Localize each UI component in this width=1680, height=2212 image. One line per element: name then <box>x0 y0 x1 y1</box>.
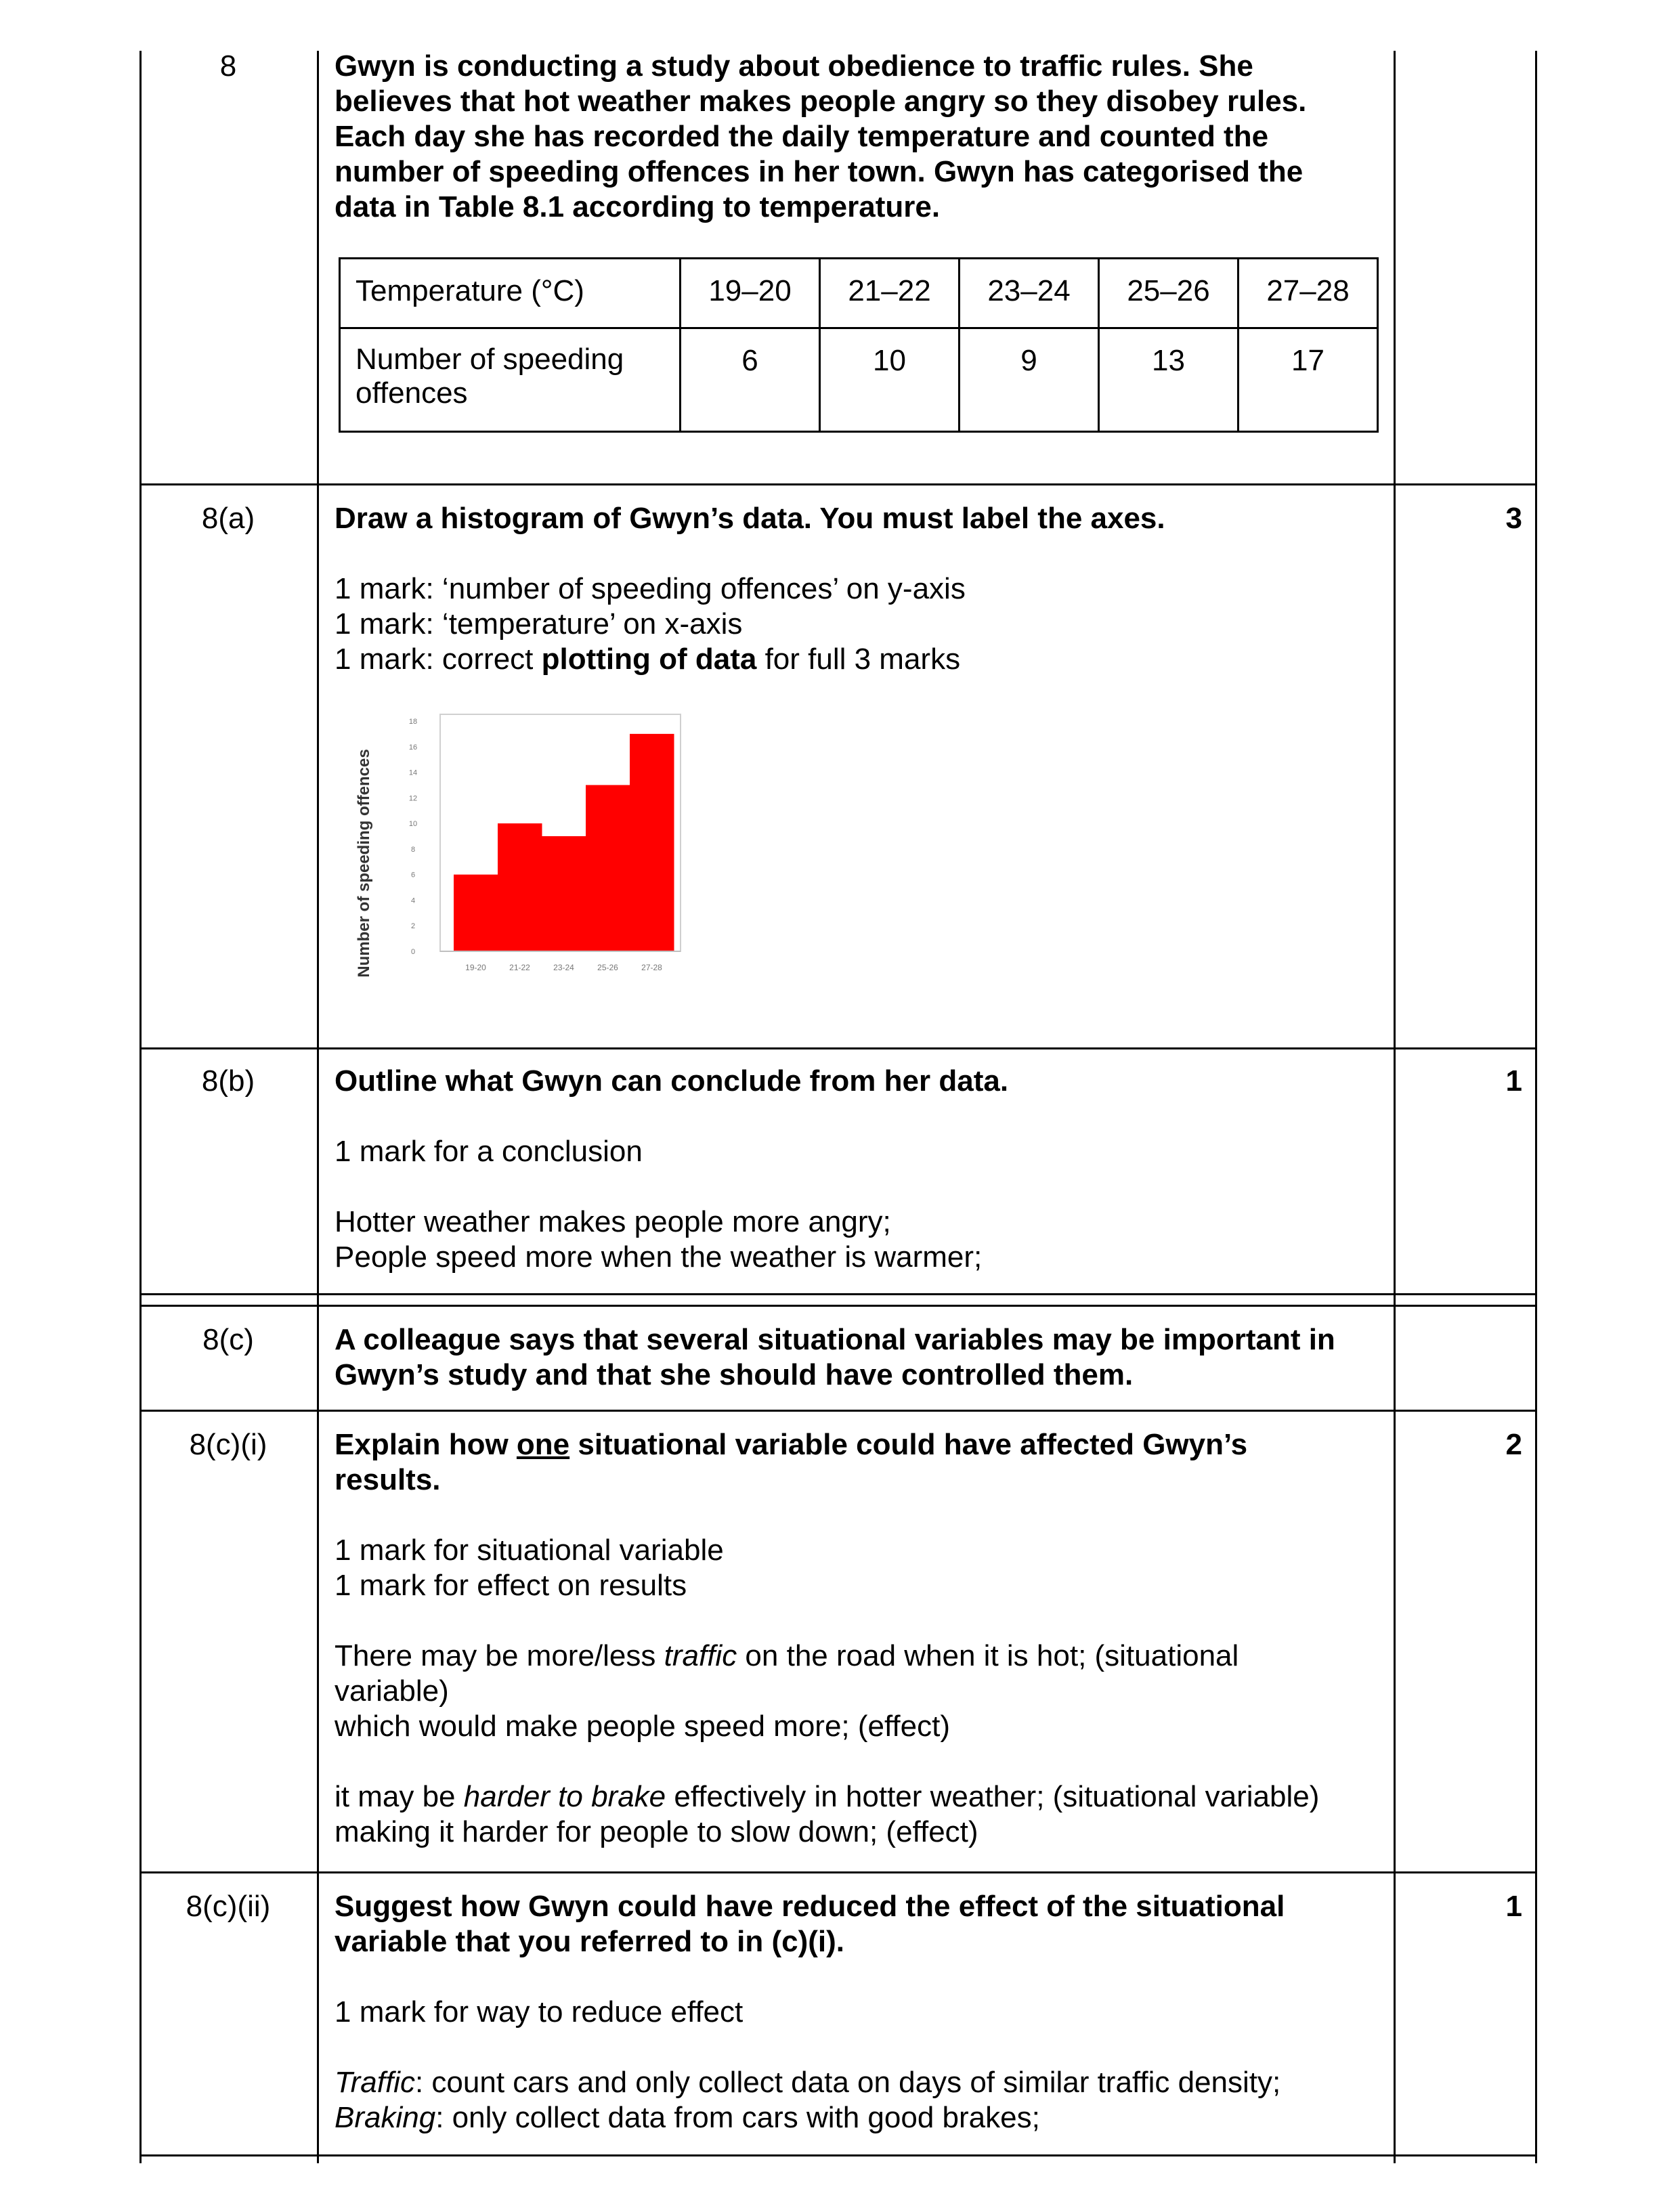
count-cell: 9 <box>960 328 1099 432</box>
question-number-8ci: 8(c)(i) <box>189 1428 267 1461</box>
count-cell: 10 <box>820 328 960 432</box>
y-tick-label: 4 <box>410 896 416 905</box>
temperature-label: Temperature (°C) <box>340 259 681 328</box>
answer-1-line-1: There may be more/less traffic on the road when it is hot; (situational <box>335 1639 1239 1672</box>
table-border-right <box>1535 51 1537 2163</box>
question-8a-content <box>335 501 1377 677</box>
range-cell: 27–28 <box>1239 259 1378 328</box>
x-tick-label: 21-22 <box>509 963 530 972</box>
histogram-bar <box>586 785 630 951</box>
row-divider-8b-end <box>139 1293 1537 1295</box>
y-axis-label: Number of speeding offences <box>355 749 373 978</box>
answer-2-line-1: it may be harder to brake effectively in hotter weather; (situational variable) <box>335 1780 1320 1813</box>
y-tick-label: 6 <box>410 871 416 880</box>
range-cell: 25–26 <box>1099 259 1239 328</box>
marks-8ci: 2 <box>1505 1428 1522 1461</box>
mark-criterion-3: 1 mark: correct plotting of data for full 3 marks <box>335 643 961 676</box>
mark-criterion-2: 1 mark: ‘temperature’ on x-axis <box>335 607 743 641</box>
x-tick-label: 25-26 <box>597 963 618 972</box>
offences-row <box>340 328 1378 432</box>
mark-criterion-1: 1 mark: ‘number of speeding offences’ on y-axis <box>335 572 966 605</box>
marks-8cii: 1 <box>1505 1890 1522 1923</box>
question-8c-content <box>335 1322 1377 1393</box>
question-8c-line-2: Gwyn’s study and that she should have controlled them. <box>335 1358 1134 1391</box>
question-number-8cii: 8(c)(ii) <box>186 1890 271 1923</box>
data-table-8-1 <box>339 257 1379 433</box>
histogram-bar <box>630 734 674 951</box>
question-8ci-line-2: results. <box>335 1463 441 1496</box>
question-8ci-content <box>335 1427 1377 1850</box>
marks-8a: 3 <box>1505 502 1522 535</box>
x-tick-label: 23-24 <box>553 963 574 972</box>
count-cell: 17 <box>1239 328 1378 432</box>
row-divider-8b <box>139 1047 1537 1049</box>
table-border-number-col <box>317 51 319 2163</box>
y-tick-label: 14 <box>408 768 418 777</box>
offences-label: Number of speeding offences <box>340 328 681 432</box>
row-divider-8a <box>139 483 1537 485</box>
y-tick-label: 10 <box>408 820 418 829</box>
question-8cii-line-1: Suggest how Gwyn could have reduced the effect of the situational <box>335 1890 1285 1923</box>
answer-2-line-2: making it harder for people to slow down; (effect) <box>335 1815 978 1848</box>
question-8b-text: Outline what Gwyn can conclude from her data. <box>335 1064 1009 1098</box>
question-8c-line-1: A colleague says that several situational variables may be important in <box>335 1323 1335 1356</box>
mark-criterion: 1 mark for way to reduce effect <box>335 1995 744 2029</box>
answer-1-line-3: which would make people speed more; (effect) <box>335 1710 951 1743</box>
traffic-emphasis: traffic <box>664 1639 737 1672</box>
question-8cii-content <box>335 1889 1377 2135</box>
answer-braking: Braking: only collect data from cars with good brakes; <box>335 2101 1040 2134</box>
marks-8b: 1 <box>1505 1064 1522 1098</box>
histogram-bar <box>542 836 586 951</box>
question-8ci-line-1: Explain how one situational variable could have affected Gwyn’s <box>335 1428 1248 1461</box>
mark-criterion-2: 1 mark for effect on results <box>335 1569 687 1602</box>
range-cell: 21–22 <box>820 259 960 328</box>
question-8b-content <box>335 1064 1377 1275</box>
answer-1-line-2: variable) <box>335 1674 449 1708</box>
row-divider-8ci <box>139 1410 1537 1412</box>
range-cell: 23–24 <box>960 259 1099 328</box>
x-tick-label: 27-28 <box>641 963 662 972</box>
answer-line-2: People speed more when the weather is warmer; <box>335 1240 983 1274</box>
mark-criterion-1: 1 mark for situational variable <box>335 1534 724 1567</box>
histogram-chart <box>342 711 694 1016</box>
range-cell: 19–20 <box>681 259 820 328</box>
answer-traffic: Traffic: count cars and only collect data on days of similar traffic density; <box>335 2066 1281 2099</box>
histogram-bar <box>454 875 498 951</box>
question-8cii-line-2: variable that you referred to in (c)(i). <box>335 1925 845 1958</box>
plotting-of-data-emphasis: plotting of data <box>541 643 757 676</box>
y-tick-label: 8 <box>410 845 416 854</box>
y-tick-label: 0 <box>410 948 416 956</box>
braking-label: Braking <box>335 2101 436 2134</box>
y-tick-label: 18 <box>408 718 418 726</box>
question-number-8c: 8(c) <box>202 1323 254 1356</box>
y-tick-label: 16 <box>408 743 418 752</box>
temperature-row <box>340 259 1378 328</box>
y-tick-label: 2 <box>410 922 416 931</box>
question-8a-text: Draw a histogram of Gwyn’s data. You must label the axes. <box>335 502 1165 535</box>
y-tick-label: 12 <box>408 794 418 803</box>
harder-to-brake-emphasis: harder to brake <box>463 1780 666 1813</box>
count-cell: 6 <box>681 328 820 432</box>
question-8-stem <box>335 49 1377 225</box>
histogram-bar <box>498 823 542 951</box>
stem-line-3: Each day she has recorded the daily temperature and counted the <box>335 120 1269 153</box>
x-tick-label: 19-20 <box>465 963 486 972</box>
table-border-bottom <box>139 2154 1537 2156</box>
count-cell: 13 <box>1099 328 1239 432</box>
answer-line-1: Hotter weather makes people more angry; <box>335 1205 891 1238</box>
table-border-left <box>139 51 142 2163</box>
question-number-8: 8 <box>219 49 237 83</box>
row-divider-8cii <box>139 1871 1537 1873</box>
stem-line-5: data in Table 8.1 according to temperature. <box>335 190 941 223</box>
mark-criterion: 1 mark for a conclusion <box>335 1135 643 1168</box>
underlined-one: one <box>516 1428 570 1461</box>
stem-line-4: number of speeding offences in her town. Gwyn has categorised the <box>335 155 1304 188</box>
question-number-8b: 8(b) <box>201 1064 255 1098</box>
traffic-label: Traffic <box>335 2066 415 2099</box>
row-divider-8c <box>139 1305 1537 1307</box>
stem-line-1: Gwyn is conducting a study about obedience to traffic rules. She <box>335 49 1253 83</box>
stem-line-2: believes that hot weather makes people angry so they disobey rules. <box>335 85 1307 118</box>
question-number-8a: 8(a) <box>201 502 255 535</box>
table-border-answer-col <box>1394 51 1396 2163</box>
